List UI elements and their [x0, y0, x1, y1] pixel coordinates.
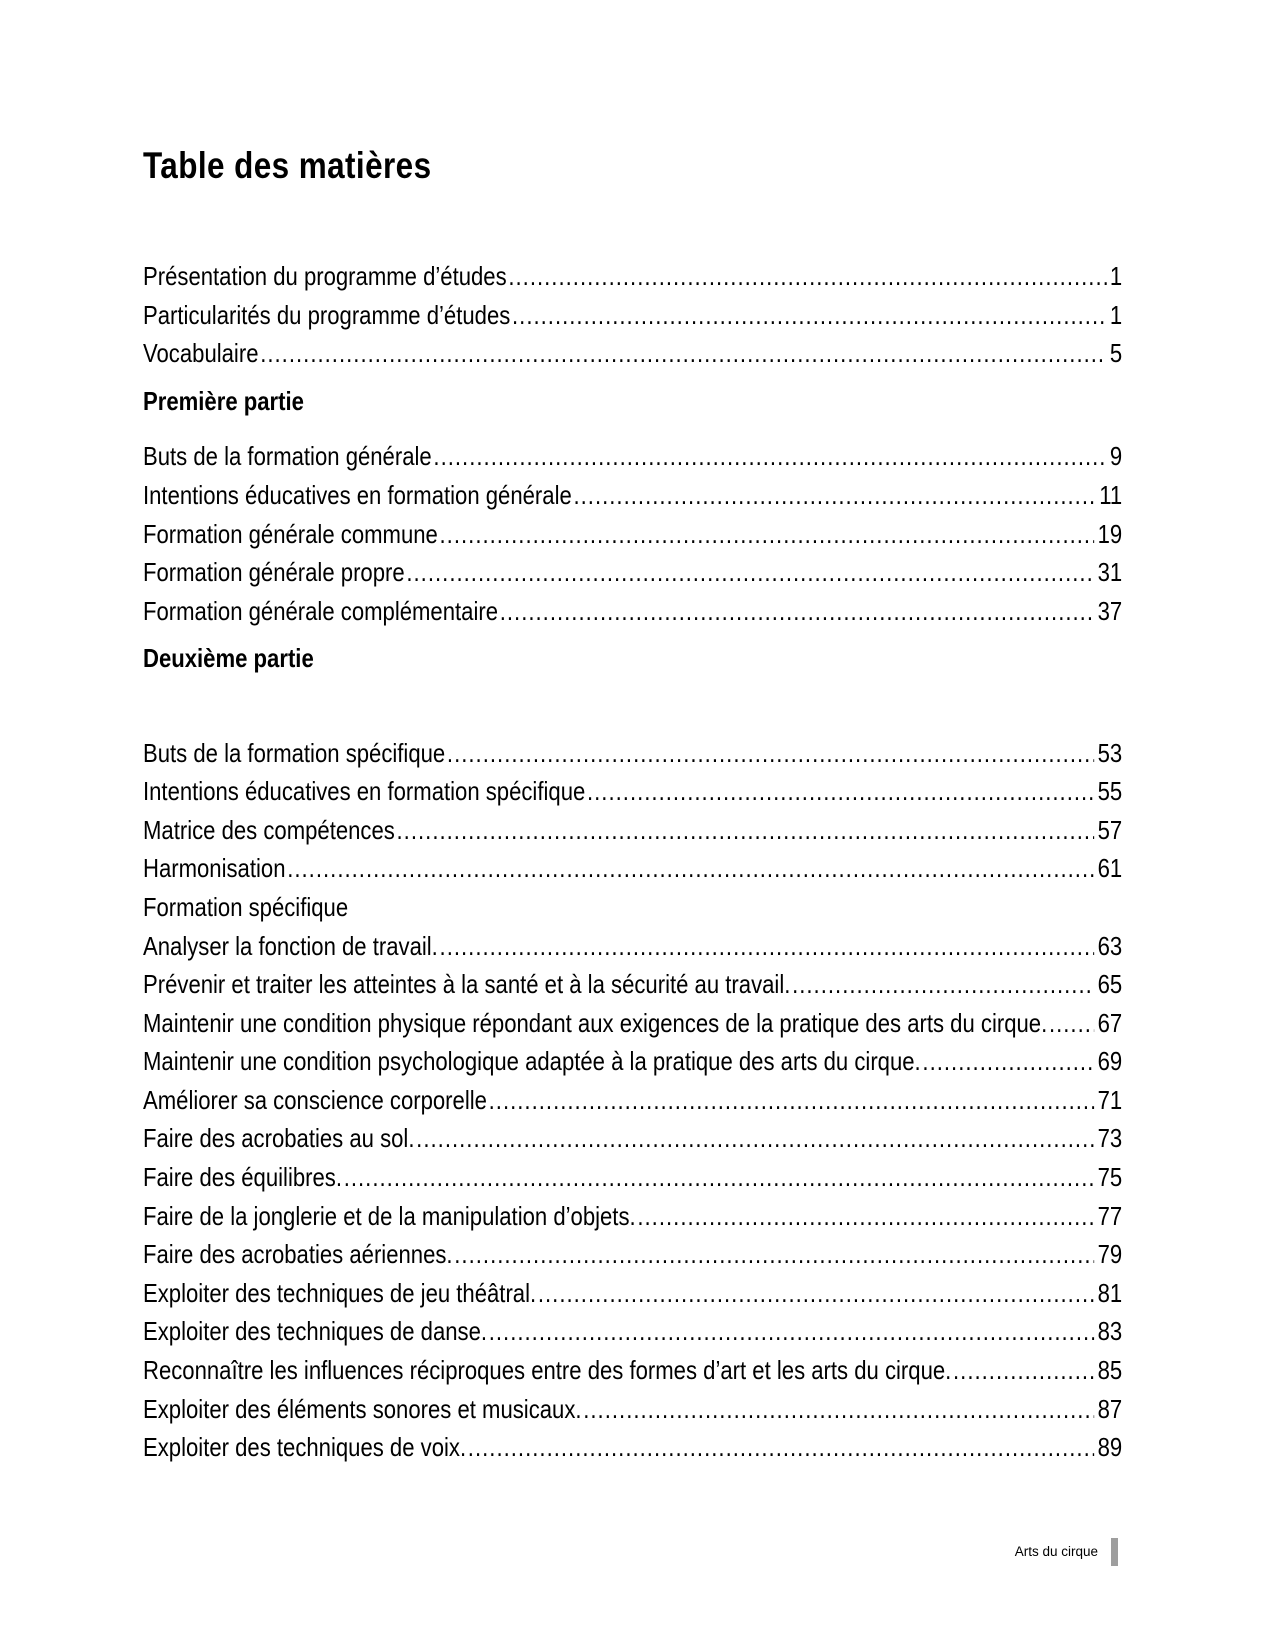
toc-entry-page: 57: [1097, 814, 1123, 845]
toc-entry[interactable]: [143, 849, 1122, 888]
toc-entry[interactable]: [143, 1312, 1122, 1351]
page-title: Table des matières: [143, 145, 432, 186]
toc-dot-leader: [432, 437, 1107, 476]
toc-entry[interactable]: [143, 734, 1122, 773]
toc-entry[interactable]: [143, 1197, 1122, 1236]
toc-entry-page: 63: [1097, 930, 1123, 961]
toc-entry-label: Reconnaître les influences réciproques entre des formes d’art et les arts du cirque.: [143, 1355, 952, 1386]
toc-entry-label: Matrice des compétences: [143, 814, 395, 845]
toc-entry-page: 71: [1097, 1084, 1123, 1115]
toc-entry-label: Faire de la jonglerie et de la manipulation d’objets.: [143, 1200, 636, 1231]
toc-entry-label: Faire des équilibres.: [143, 1162, 343, 1193]
toc-entry[interactable]: [143, 1351, 1122, 1390]
toc-entry[interactable]: [143, 592, 1122, 631]
toc-entry-label: Buts de la formation spécifique: [143, 737, 446, 768]
toc-entry-page: 5: [1109, 338, 1123, 369]
document-page-content: [143, 146, 1122, 1467]
toc-dot-leader: [536, 1274, 1094, 1313]
toc-dot-leader: [951, 1351, 1094, 1390]
toc-entry[interactable]: [143, 772, 1122, 811]
toc-entry[interactable]: [143, 1042, 1122, 1081]
toc-dot-leader: [510, 296, 1106, 335]
toc-dot-leader: [466, 1428, 1094, 1467]
toc-entry-page: 83: [1097, 1316, 1123, 1347]
toc-dot-leader: [438, 515, 1094, 554]
toc-entry-label: Améliorer sa conscience corporelle: [143, 1084, 487, 1115]
toc-dot-leader: [572, 476, 1096, 515]
toc-entry[interactable]: [143, 1081, 1122, 1120]
toc-dot-leader: [921, 1042, 1095, 1081]
toc-entry-page: 19: [1097, 518, 1123, 549]
toc-entry[interactable]: [143, 437, 1122, 476]
toc-entry-label: Analyser la fonction de travail.: [143, 930, 438, 961]
toc-entry[interactable]: [143, 553, 1122, 592]
toc-entry[interactable]: [143, 257, 1122, 296]
toc-entry-label: Présentation du programme d’études: [143, 261, 507, 291]
toc-entry-page: 73: [1097, 1123, 1123, 1154]
toc-subheading-label: Formation spécifique: [143, 891, 349, 922]
toc-entry[interactable]: [143, 1428, 1122, 1467]
toc-entry[interactable]: [143, 476, 1122, 515]
toc-entry-label: Harmonisation: [143, 853, 286, 884]
toc-entry[interactable]: [143, 1158, 1122, 1197]
toc-entry-label: Faire des acrobaties aériennes.: [143, 1239, 453, 1270]
toc-entry-page: 65: [1097, 969, 1123, 1000]
toc-entry-page: 85: [1097, 1355, 1123, 1386]
toc-entry-page: 61: [1097, 853, 1123, 884]
toc-dot-leader: [395, 811, 1094, 850]
toc-entry-label: Exploiter des techniques de danse.: [143, 1316, 488, 1347]
toc-entry-label: Particularités du programme d’études: [143, 299, 511, 330]
toc-entry-page: 69: [1097, 1046, 1123, 1077]
toc-entry-label: Prévenir et traiter les atteintes à la santé et à la sécurité au travail.: [143, 969, 791, 1000]
toc-list: [143, 257, 1122, 1467]
toc-section-heading-label: Première partie: [143, 385, 304, 416]
toc-dot-leader: [487, 1312, 1094, 1351]
toc-dot-leader: [1047, 1004, 1094, 1043]
toc-dot-leader: [259, 334, 1107, 373]
toc-entry-page: 81: [1097, 1277, 1123, 1308]
toc-entry-label: Intentions éducatives en formation générale: [143, 479, 572, 510]
toc-dot-leader: [790, 965, 1094, 1004]
toc-entry-label: Exploiter des éléments sonores et musicaux.: [143, 1393, 582, 1424]
toc-entry-page: 77: [1097, 1200, 1123, 1231]
footer-accent-bar: [1111, 1538, 1118, 1566]
toc-entry-label: Formation générale complémentaire: [143, 595, 499, 626]
toc-blank-line: [143, 695, 1122, 734]
toc-entry-label: Vocabulaire: [143, 338, 259, 369]
toc-section-heading: [143, 382, 1122, 421]
toc-entry-label: Intentions éducatives en formation spécifique: [143, 776, 586, 807]
toc-dot-leader: [636, 1197, 1095, 1236]
toc-entry-page: 1: [1109, 261, 1123, 291]
toc-section-heading-label: Deuxième partie: [143, 643, 314, 674]
toc-entry[interactable]: [143, 1004, 1122, 1043]
page-footer: [1015, 1538, 1118, 1566]
toc-entry[interactable]: [143, 1274, 1122, 1313]
toc-dot-leader: [507, 257, 1107, 296]
toc-entry-page: 9: [1109, 441, 1123, 472]
toc-entry-label: Exploiter des techniques de voix.: [143, 1432, 467, 1463]
toc-entry-page: 67: [1097, 1007, 1123, 1038]
toc-dot-leader: [487, 1081, 1094, 1120]
toc-entry-page: 53: [1097, 737, 1123, 768]
toc-entry-label: Exploiter des techniques de jeu théâtral.: [143, 1277, 537, 1308]
toc-subheading: [143, 888, 1122, 927]
toc-entry[interactable]: [143, 927, 1122, 966]
toc-entry[interactable]: [143, 1235, 1122, 1274]
toc-entry-page: 55: [1097, 776, 1123, 807]
toc-entry[interactable]: [143, 1119, 1122, 1158]
toc-entry-label: Faire des acrobaties au sol.: [143, 1123, 415, 1154]
toc-entry-label: Formation générale commune: [143, 518, 438, 549]
toc-entry[interactable]: [143, 296, 1122, 335]
toc-dot-leader: [438, 927, 1094, 966]
toc-entry-label: Buts de la formation générale: [143, 441, 432, 472]
toc-dot-leader: [498, 592, 1094, 631]
toc-entry-page: 79: [1097, 1239, 1123, 1270]
toc-entry[interactable]: [143, 1390, 1122, 1429]
toc-entry-page: 37: [1097, 595, 1123, 626]
toc-entry-label: Formation générale propre: [143, 557, 405, 588]
toc-entry-page: 89: [1097, 1432, 1123, 1463]
toc-entry[interactable]: [143, 334, 1122, 373]
toc-entry[interactable]: [143, 811, 1122, 850]
toc-entry-page: 1: [1109, 299, 1123, 330]
toc-dot-leader: [285, 849, 1094, 888]
toc-entry-label: Maintenir une condition physique répondant aux exigences de la pratique des arts du cirque.: [143, 1007, 1048, 1038]
toc-dot-leader: [342, 1158, 1094, 1197]
toc-dot-leader: [585, 772, 1094, 811]
toc-section-heading: [143, 639, 1122, 678]
toc-dot-leader: [582, 1390, 1095, 1429]
toc-entry-page: 75: [1097, 1162, 1123, 1193]
toc-dot-leader: [453, 1235, 1095, 1274]
toc-dot-leader: [405, 553, 1095, 592]
toc-entry-page: 11: [1099, 479, 1123, 510]
toc-dot-leader: [414, 1119, 1094, 1158]
toc-entry[interactable]: [143, 965, 1122, 1004]
toc-dot-leader: [445, 734, 1094, 773]
toc-entry-label: Maintenir une condition psychologique adaptée à la pratique des arts du cirque.: [143, 1046, 921, 1077]
toc-entry-page: 87: [1097, 1393, 1123, 1424]
toc-entry-page: 31: [1097, 557, 1123, 588]
toc-entry[interactable]: [143, 515, 1122, 554]
footer-program-label: Arts du cirque: [1014, 1544, 1098, 1559]
